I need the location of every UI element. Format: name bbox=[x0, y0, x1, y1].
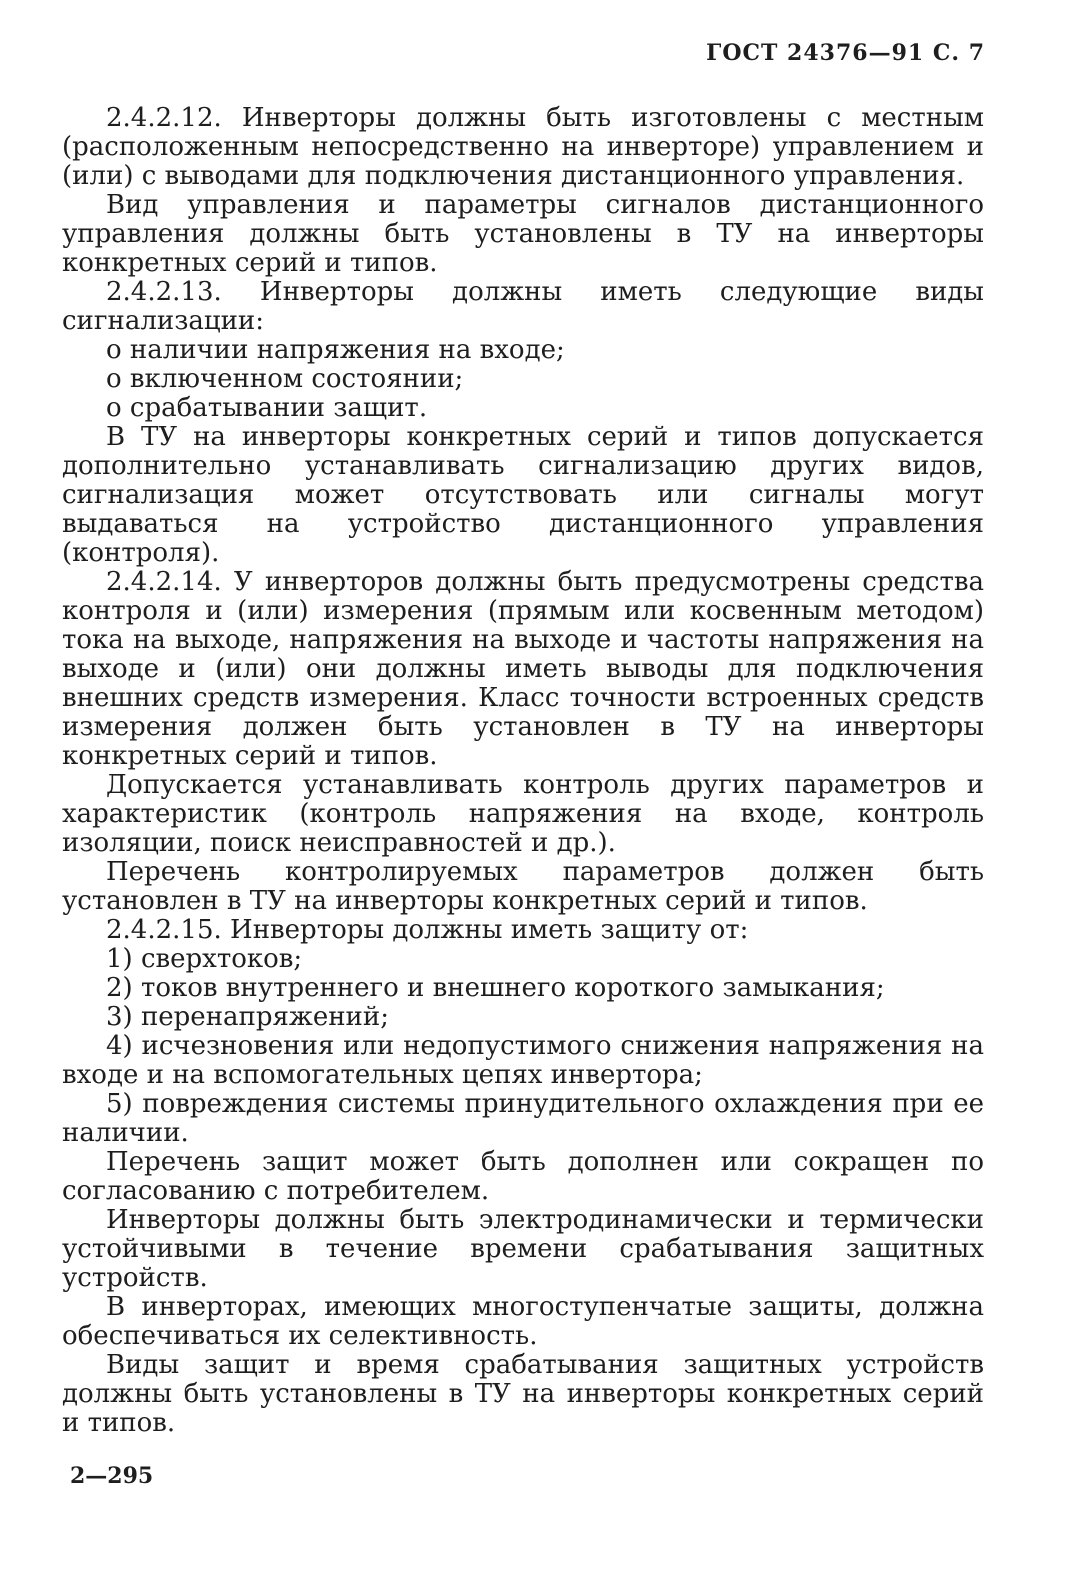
list-item: о срабатывании защит. bbox=[106, 393, 428, 423]
paragraph-2-4-2-15: 2.4.2.15. Инверторы должны иметь защиту от: bbox=[106, 915, 749, 945]
page-footer-code: 2—295 bbox=[70, 1463, 154, 1489]
paragraph-protection-types: Виды защит и время срабатывания защитных устройств должны быть установлены в ТУ на инверторы конкретных серий и типов. bbox=[62, 1350, 984, 1438]
paragraph-selectivity: В инверторах, имеющих многоступенчатые защиты, должна обеспечиваться их селективность. bbox=[62, 1292, 984, 1351]
list-item: 2) токов внутреннего и внешнего короткого замыкания; bbox=[106, 973, 885, 1003]
paragraph-control-type: Вид управления и параметры сигналов дистанционного управления должны быть установлены в ТУ на инверторы конкретных серий и типов. bbox=[62, 190, 984, 278]
paragraph-controlled-parameters: Перечень контролируемых параметров должен быть установлен в ТУ на инверторы конкретных серий и типов. bbox=[62, 857, 984, 916]
signaling-list bbox=[62, 336, 984, 423]
list-item: 3) перенапряжений; bbox=[106, 1002, 389, 1032]
body-text bbox=[62, 104, 984, 1438]
paragraph-2-4-2-12: 2.4.2.12. Инверторы должны быть изготовлены с местным (расположенным непосредственно на инверторе) управлением и (или) с выводами для подключения дистанционного управления. bbox=[62, 103, 984, 191]
list-item: 1) сверхтоков; bbox=[106, 944, 303, 974]
list-item: 5) повреждения системы принудительного охлаждения при ее наличии. bbox=[62, 1089, 984, 1148]
paragraph-protection-list-change: Перечень защит может быть дополнен или сокращен по согласованию с потребителем. bbox=[62, 1147, 984, 1206]
paragraph-2-4-2-13: 2.4.2.13. Инверторы должны иметь следующие виды сигнализации: bbox=[62, 277, 984, 336]
paragraph-additional-signaling: В ТУ на инверторы конкретных серий и типов допускается дополнительно устанавливать сигнализацию других видов, сигнализация может отсутствовать или сигналы могут выдаваться на устройство дистанционного управления (контроля). bbox=[62, 422, 984, 568]
protection-list bbox=[62, 945, 984, 1148]
paragraph-other-control: Допускается устанавливать контроль других параметров и характеристик (контроль напряжения на входе, контроль изоляции, поиск неисправностей и др.). bbox=[62, 770, 984, 858]
paragraph-2-4-2-14: 2.4.2.14. У инверторов должны быть предусмотрены средства контроля и (или) измерения (прямым или косвенным методом) тока на выходе, напряжения на выходе и частоты напряжения на выходе и (или) они должны иметь выводы для подключения внешних средств измерения. Класс точности встроенных средств измерения должен быть установлен в ТУ на инверторы конкретных серий и типов. bbox=[62, 567, 984, 771]
page-header: ГОСТ 24376—91 С. 7 bbox=[706, 40, 985, 66]
list-item: о наличии напряжения на входе; bbox=[106, 335, 565, 365]
paragraph-stability: Инверторы должны быть электродинамически и термически устойчивыми в течение времени срабатывания защитных устройств. bbox=[62, 1205, 984, 1293]
list-item: 4) исчезновения или недопустимого снижения напряжения на входе и на вспомогательных цепях инвертора; bbox=[62, 1031, 984, 1090]
list-item: о включенном состоянии; bbox=[106, 364, 464, 394]
